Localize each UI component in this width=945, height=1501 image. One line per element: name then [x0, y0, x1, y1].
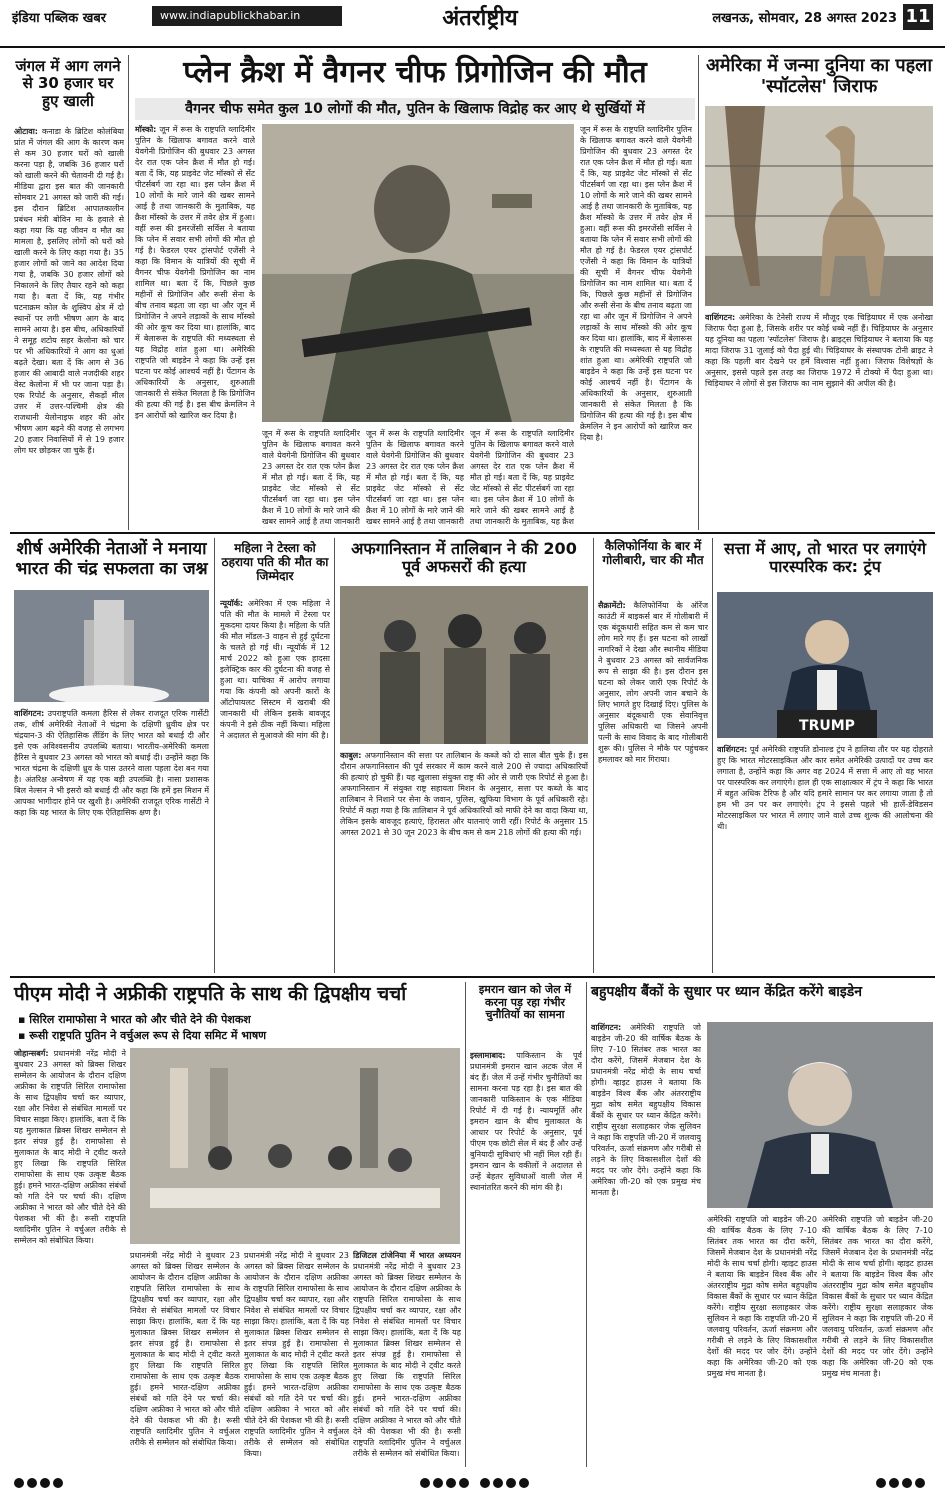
wagner-body-bottom-3	[470, 428, 574, 528]
svg-text:TRUMP: TRUMP	[799, 718, 855, 734]
paper-name: इंडिया पब्लिक खबर	[12, 11, 107, 26]
dot	[27, 1478, 37, 1488]
modi-text-cont-1: प्रधानमंत्री नरेंद्र मोदी ने बुधवार 23 अगस्त को ब्रिक्स शिखर सम्मेलन के आयोजन के दौरान दक्षिण अफ्रीका के राष्ट्रपति सिरिल रामाफोसा के साथ द्विपक्षीय चर्चा कर व्यापार, रक्षा और निवेश से संबंधित मामलों पर विचार साझा किए। हालांकि, बता दें कि यह मुलाकात ब्रिक्स शिखर सम्मेलन से इतर संपन्न हुई है। रामाफोसा से मुलाकात के बाद मोदी ने ट्वीट करते हुए लिखा कि राष्ट्रपति सिरिल रामाफोसा के साथ एक उत्कृष्ट बैठक हुई। हमने भारत-दक्षिण अफ्रीका संबंधों को गति देने पर चर्चा की। दक्षिण अफ्रीका ने भारत को और चीते देने की पेशकश भी की है। रूसी राष्ट्रपति व्लादिमीर पुतिन ने वर्चुअल तरीके से सम्मेलन को संबोधित किया।	[130, 1251, 240, 1447]
taliban-dateline: काबुल:	[340, 751, 362, 760]
modi-text-cont-3: प्रधानमंत्री नरेंद्र मोदी ने बुधवार 23 अगस्त को ब्रिक्स शिखर सम्मेलन के आयोजन के दौरान दक्षिण अफ्रीका के राष्ट्रपति सिरिल रामाफोसा के साथ द्विपक्षीय चर्चा कर व्यापार, रक्षा और निवेश से संबंधित मामलों पर विचार साझा किए। हालांकि, बता दें कि यह मुलाकात ब्रिक्स शिखर सम्मेलन से इतर संपन्न हुई है। रामाफोसा से मुलाकात के बाद मोदी ने ट्वीट करते हुए लिखा कि राष्ट्रपति सिरिल रामाफोसा के साथ एक उत्कृष्ट बैठक हुई। हमने भारत-दक्षिण अफ्रीका संबंधों को गति देने पर चर्चा की। दक्षिण अफ्रीका ने भारत को और चीते देने की पेशकश भी की है। रूसी राष्ट्रपति व्लादिमीर पुतिन ने वर्चुअल तरीके से सम्मेलन को संबोधित किया।	[353, 1262, 461, 1458]
wagner-text-bottom-3: जून में रूस के राष्ट्रपति व्लादिमीर पुतिन के खिलाफ बगावत करने वाले येवगेनी प्रिगोजिन की बुधवार 23 अगस्त देर रात एक प्लेन क्रैश में मौत हो गई। बता दें कि, यह प्राइवेट जेट मॉस्को से सेंट पीटर्सबर्ग जा रहा था। इस प्लेन क्रैश में 10 लोगों के मारे जाने की खबर सामने आई है तथा जानकारी के मुताबिक, यह क्रैश	[470, 429, 574, 526]
dot	[446, 1478, 456, 1488]
chandrayaan-photo	[14, 590, 209, 702]
biden-body-col3	[822, 1214, 933, 1462]
moon-body	[14, 708, 209, 972]
dot	[480, 1478, 490, 1488]
column-rule	[128, 55, 129, 530]
trump-text: पूर्व अमेरिकी राष्ट्रपति डोनाल्ड ट्रंप ने हालिया तौर पर यह दोहराते हुए कि भारत मोटरसाइकिल और कार समेत अमेरिकी उत्पादों पर उच्च कर लगाता है, उन्होंने कहा कि अगर वह 2024 में सत्ता में आए तो वह भारत पर पारस्परिक कर लगाएंगे। हाल ही एक साक्षात्कार में ट्रंप ने कहा कि भारत में बहुत अधिक टैरिफ है और यदि हमारे सामान पर कर लगाया जाता है तो हम भी उन पर कर लगाएंगे। ट्रंप ने इससे पहले भी हार्ले-डेविडसन मोटरसाइकिल पर भारत में लगाए जाने वाले उच्च शुल्क की आलोचना की थी।	[717, 745, 933, 831]
giraffe-headline: अमेरिका में जन्मा दुनिया का पहला 'स्पॉटलेस' जिराफ	[705, 55, 933, 97]
imran-headline: इमरान खान को जेल में करना पड़ रहा गंभीर चुनौतियों का सामना	[478, 983, 572, 1022]
modi-body-col3	[244, 1250, 349, 1462]
dot	[493, 1478, 503, 1488]
california-headline: कैलिफोर्निया के बार में गोलीबारी, चार की मौत	[602, 539, 704, 567]
tesla-headline: महिला ने टेस्ला को ठहराया पति की मौत का जिम्मेदार	[221, 541, 329, 583]
modi-photo-caption: डिजिटल टांजेनिया में भारत अध्ययन	[353, 1251, 461, 1260]
modi-dateline: जोहान्सबर्ग:	[14, 1049, 49, 1058]
forest-fire-headline: जंगल में आग लगने से 30 हजार घर हुए खाली	[15, 57, 121, 110]
website-link[interactable]: www.indiapublickhabar.in	[152, 6, 342, 26]
moon-text: उपराष्ट्रपति कमला हैरिस से लेकर राजदूत एरिक गार्सेटी तक, शीर्ष अमेरिकी नेताओं ने चंद्रमा के दक्षिणी ध्रुवीय क्षेत्र पर चंद्रयान-3 की ऐतिहासिक लैंडिंग के लिए भारत को बधाई दी और इसे एक अविश्वसनीय उपलब्धि बताया। भारतीय-अमेरिकी कमला हैरिस ने बुधवार 23 अगस्त को भारत को बधाई दी। उन्होंने कहा कि भारत चंद्रमा के दक्षिणी ध्रुव के पास उतरने वाला पहला देश बन गया है। अंतरिक्ष अन्वेषण में यह एक बड़ी उपलब्धि है। नासा प्रशासक बिल नेल्सन ने भी इसरो को बधाई दी और कहा कि हमें इस मिशन में आपका भागीदार होने पर खुशी है। अमेरिकी राजदूत एरिक गार्सेटी ने कहा कि यह भारत के लिए एक ऐतिहासिक क्षण है।	[14, 709, 209, 817]
biden-body-col1	[591, 1022, 701, 1462]
giraffe-body	[705, 312, 933, 528]
section-rule	[10, 976, 935, 978]
modi-bullets	[18, 1012, 468, 1044]
dot	[519, 1478, 529, 1488]
tesla-dateline: न्यूयॉर्क:	[220, 599, 244, 608]
column-rule	[214, 538, 215, 973]
wagner-text: जून में रूस के राष्ट्रपति व्लादिमीर पुतिन के खिलाफ बगावत करने वाले येवगेनी प्रिगोजिन की बुधवार 23 अगस्त देर रात एक प्लेन क्रैश में मौत हो गई। बता दें कि, यह प्राइवेट जेट मॉस्को से सेंट पीटर्सबर्ग जा रहा था। इस प्लेन क्रैश में 10 लोगों के मारे जाने की खबर सामने आई है तथा जानकारी के मुताबिक, यह क्रैश मॉस्को के उत्तर में तवेर क्षेत्र में हुआ। वहीं रूस की इमरजेंसी सर्विस ने बताया कि प्लेन में सवार सभी लोगों की मौत हो गई है। फेडरल एयर ट्रांसपोर्ट एजेंसी ने कहा कि विमान के यात्रियों की सूची में वैगनर चीफ येवगेनी प्रिगोजिन का नाम शामिल था। बता दें कि, पिछले कुछ महीनों से प्रिगोजिन और रूसी सेना के बीच तनाव बढ़ता जा रहा था और जून में प्रिगोजिन ने अपने लड़ाकों के साथ मॉस्को की ओर कूच कर दिया था। हालांकि, बाद में बेलारूस के राष्ट्रपति की मध्यस्थता से यह विद्रोह शांत हुआ था। अमेरिकी राष्ट्रपति जो बाइडेन ने कहा कि उन्हें इस घटना पर कोई आश्चर्य नहीं है। पेंटागन के अधिकारियों के अनुसार, शुरुआती जानकारी से संकेत मिलता है कि प्रिगोजिन की हत्या की गई है। इस बीच क्रेमलिन ने इन आरोपों को खारिज कर दिया है।	[135, 125, 255, 420]
wagner-body-col1	[135, 124, 255, 527]
modi-text: प्रधानमंत्री नरेंद्र मोदी ने बुधवार 23 अगस्त को ब्रिक्स शिखर सम्मेलन के आयोजन के दौरान दक्षिण अफ्रीका के राष्ट्रपति सिरिल रामाफोसा के साथ द्विपक्षीय चर्चा कर व्यापार, रक्षा और निवेश से संबंधित मामलों पर विचार साझा किए। हालांकि, बता दें कि यह मुलाकात ब्रिक्स शिखर सम्मेलन से इतर संपन्न हुई है। रामाफोसा से मुलाकात के बाद मोदी ने ट्वीट करते हुए लिखा कि राष्ट्रपति सिरिल रामाफोसा के साथ एक उत्कृष्ट बैठक हुई। हमने भारत-दक्षिण अफ्रीका संबंधों को गति देने पर चर्चा की। दक्षिण अफ्रीका ने भारत को और चीते देने की पेशकश भी की है। रूसी राष्ट्रपति व्लादिमीर पुतिन ने वर्चुअल तरीके से सम्मेलन को संबोधित किया।	[14, 1049, 126, 1245]
dot	[433, 1478, 443, 1488]
wagner-photo	[262, 124, 574, 422]
trump-photo	[717, 592, 933, 738]
column-rule	[586, 982, 587, 1467]
imran-dateline: इस्लामाबाद:	[470, 1051, 506, 1060]
footer-dots-right	[876, 1478, 925, 1488]
forest-fire-dateline: ओटावा:	[14, 127, 39, 136]
taliban-headline: अफगानिस्तान में तालिबान ने की 200 पूर्व अफसरों की हत्या	[351, 539, 577, 577]
wagner-body-bottom-1	[262, 428, 360, 528]
modi-text-cont-2: प्रधानमंत्री नरेंद्र मोदी ने बुधवार 23 अगस्त को ब्रिक्स शिखर सम्मेलन के आयोजन के दौरान दक्षिण अफ्रीका के राष्ट्रपति सिरिल रामाफोसा के साथ द्विपक्षीय चर्चा कर व्यापार, रक्षा और निवेश से संबंधित मामलों पर विचार साझा किए। हालांकि, बता दें कि यह मुलाकात ब्रिक्स शिखर सम्मेलन से इतर संपन्न हुई है। रामाफोसा से मुलाकात के बाद मोदी ने ट्वीट करते हुए लिखा कि राष्ट्रपति सिरिल रामाफोसा के साथ एक उत्कृष्ट बैठक हुई। हमने भारत-दक्षिण अफ्रीका संबंधों को गति देने पर चर्चा की। दक्षिण अफ्रीका ने भारत को और चीते देने की पेशकश भी की है। रूसी राष्ट्रपति व्लादिमीर पुतिन ने वर्चुअल तरीके से सम्मेलन को संबोधित किया।	[244, 1251, 349, 1458]
wagner-subheadline: वैगनर चीफ समेत कुल 10 लोगों की मौत, पुतिन के खिलाफ विद्रोह कर आए थे सुर्खियों में	[135, 98, 695, 120]
wagner-body-col3	[580, 124, 692, 527]
modi-body-col2	[130, 1250, 240, 1462]
giraffe-dateline: वाशिंगटन:	[705, 313, 736, 322]
imran-body	[470, 1050, 582, 1462]
trump-body	[717, 744, 933, 972]
modi-bullet-1: ▪ सिरिल रामाफोसा ने भारत को और चीते देने की पेशकश	[18, 1012, 468, 1028]
biden-text: अमेरिकी राष्ट्रपति जो बाइडेन जी-20 की वार्षिक बैठक के लिए 7-10 सितंबर तक भारत का दौरा करेंगे, जिसमें मेजबान देश के प्रधानमंत्री नरेंद्र मोदी के साथ चर्चा होगी। व्हाइट हाउस ने बताया कि बाइडेन विश्व बैंक और अंतरराष्ट्रीय मुद्रा कोष समेत बहुपक्षीय विकास बैंकों के सुधार पर ध्यान केंद्रित करेंगे। राष्ट्रीय सुरक्षा सलाहकार जेक सुलिवन ने कहा कि राष्ट्रपति जी-20 में जलवायु परिवर्तन, ऊर्जा संक्रमण और गरीबी से लड़ने के लिए विकासशील देशों की मदद पर जोर देंगे। उन्होंने कहा कि अमेरिका जी-20 को एक प्रमुख मंच मानता है।	[591, 1023, 701, 1197]
dot	[40, 1478, 50, 1488]
footer-dots-center-right	[480, 1478, 529, 1488]
forest-fire-body	[14, 126, 124, 606]
issue-date: लखनऊ, सोमवार, 28 अगस्त 2023	[712, 11, 897, 26]
moon-headline: शीर्ष अमेरिकी नेताओं ने मनाया भारत की चंद्र सफलता का जश्न	[15, 539, 208, 579]
modi-meeting-photo	[130, 1048, 460, 1244]
imran-text: पाकिस्तान के पूर्व प्रधानमंत्री इमरान खान अटक जेल में बंद हैं। जेल में उन्हें गंभीर चुनौतियों का सामना करना पड़ रहा है। इस बात की जानकारी पाकिस्तान के एक मीडिया रिपोर्ट में दी गई है। न्यायमूर्ति और इमरान खान के बीच मुलाकात के आधार पर रिपोर्ट के अनुसार, पूर्व पीएम एक छोटी सेल में बंद हैं और उन्हें बुनियादी सुविधाएं भी नहीं मिल रही हैं। इमरान खान के वकीलों ने अदालत से उन्हें बेहतर सुविधाओं वाली जेल में स्थानांतरित करने की मांग की है।	[470, 1051, 582, 1192]
taliban-photo	[340, 586, 588, 744]
modi-bullet-2: ▪ रूसी राष्ट्रपति पुतिन ने वर्चुअल रूप से दिया समिट में भाषण	[18, 1028, 468, 1044]
biden-headline: बहुपक्षीय बैंकों के सुधार पर ध्यान केंद्रित करेंगे बाइडेन	[591, 984, 863, 1000]
modi-headline: पीएम मोदी ने अफ्रीकी राष्ट्रपति के साथ की द्विपक्षीय चर्चा	[14, 983, 407, 1005]
moon-dateline: वाशिंगटन:	[14, 709, 45, 718]
biden-photo	[707, 1022, 933, 1208]
wagner-body-bottom-2	[366, 428, 464, 528]
trump-dateline: वाशिंगटन:	[717, 745, 748, 754]
wagner-dateline: मॉस्को:	[135, 125, 157, 134]
footer-dots-center-left	[420, 1478, 469, 1488]
giraffe-photo	[705, 106, 933, 306]
dot	[53, 1478, 63, 1488]
section-title: अंतर्राष्ट्रीय	[442, 5, 518, 31]
california-body	[598, 600, 708, 972]
forest-fire-text: कनाडा के ब्रिटिश कोलंबिया प्रांत में जंगल की आग के कारण कम से कम 30 हजार घरों को खाली करना पड़ा है, जबकि 36 हजार घरों को खाली करने की चेतावनी दी गई है। मीडिया द्वारा इस बात की जानकारी सोमवार 21 अगस्त को जारी की गई। इस दौरान ब्रिटिश आपातकालीन प्रबंधन मंत्री बोविन मा के हवाले से कहा गया कि यह जीवन व मौत का मामला है, इसलिए लोगों को घरों को खाली करने के लिए कहा गया है। 35 हजार लोगों को जाने का आदेश दिया गया है, जबकि 30 हजार लोगों को निकालने के लिए तैयार रहने को कहा गया है। बता दें कि, यह गंभीर घटनाक्रम कोल के शुस्विप क्षेत्र में दो स्थानों पर लगी भीषण आग के बाद सामने आया है। इस बीच, अधिकारियों ने समूह शटोय सहर केलोना को चार पर भी अधिकारियों ने आग का धुआं बढ़ते देखा। बता दें कि आग से 36 हजार की आबादी वाले नजदीकी शहर वेस्ट केलोना में भी पर जाना पड़ा है। एक रिपोर्ट के अनुसार, सैकड़ों मील उत्तर में उत्तर-पश्चिमी क्षेत्र की राजधानी येलोनाइफ शहर की ओर भीषण आग बढ़ने की वजह से लगभग 20 हजार निवासियों में से 19 हजार लोग घर छोड़कर जा चुके हैं।	[14, 127, 124, 455]
california-dateline: सैक्रामेंटो:	[598, 601, 626, 610]
page-header	[0, 0, 945, 48]
dot	[876, 1478, 886, 1488]
section-rule	[10, 532, 935, 534]
wagner-text-bottom-1: जून में रूस के राष्ट्रपति व्लादिमीर पुतिन के खिलाफ बगावत करने वाले येवगेनी प्रिगोजिन की बुधवार 23 अगस्त देर रात एक प्लेन क्रैश में मौत हो गई। बता दें कि, यह प्राइवेट जेट मॉस्को से सेंट पीटर्सबर्ग जा रहा था। इस प्लेन क्रैश में 10 लोगों के मारे जाने की खबर सामने आई है तथा जानकारी	[262, 429, 360, 526]
dot	[420, 1478, 430, 1488]
column-rule	[334, 538, 335, 973]
biden-body-col2	[707, 1214, 817, 1462]
wagner-text-cont: जून में रूस के राष्ट्रपति व्लादिमीर पुतिन के खिलाफ बगावत करने वाले येवगेनी प्रिगोजिन की बुधवार 23 अगस्त देर रात एक प्लेन क्रैश में मौत हो गई। बता दें कि, यह प्राइवेट जेट मॉस्को से सेंट पीटर्सबर्ग जा रहा था। इस प्लेन क्रैश में 10 लोगों के मारे जाने की खबर सामने आई है तथा जानकारी के मुताबिक, यह क्रैश मॉस्को के उत्तर में तवेर क्षेत्र में हुआ। वहीं रूस की इमरजेंसी सर्विस ने बताया कि प्लेन में सवार सभी लोगों की मौत हो गई है। फेडरल एयर ट्रांसपोर्ट एजेंसी ने कहा कि विमान के यात्रियों की सूची में वैगनर चीफ येवगेनी प्रिगोजिन का नाम शामिल था। बता दें कि, पिछले कुछ महीनों से प्रिगोजिन और रूसी सेना के बीच तनाव बढ़ता जा रहा था और जून में प्रिगोजिन ने अपने लड़ाकों के साथ मॉस्को की ओर कूच कर दिया था। हालांकि, बाद में बेलारूस के राष्ट्रपति की मध्यस्थता से यह विद्रोह शांत हुआ था। अमेरिकी राष्ट्रपति जो बाइडेन ने कहा कि उन्हें इस घटना पर कोई आश्चर्य नहीं है। पेंटागन के अधिकारियों के अनुसार, शुरुआती जानकारी से संकेत मिलता है कि प्रिगोजिन की हत्या की गई है। इस बीच क्रेमलिन ने इन आरोपों को खारिज कर दिया है।	[580, 125, 692, 442]
column-rule	[593, 538, 594, 973]
column-rule	[465, 982, 466, 1467]
page-number: 11	[903, 4, 933, 30]
dot	[915, 1478, 925, 1488]
wagner-text-bottom-2: जून में रूस के राष्ट्रपति व्लादिमीर पुतिन के खिलाफ बगावत करने वाले येवगेनी प्रिगोजिन की बुधवार 23 अगस्त देर रात एक प्लेन क्रैश में मौत हो गई। बता दें कि, यह प्राइवेट जेट मॉस्को से सेंट पीटर्सबर्ग जा रहा था। इस प्लेन क्रैश में 10 लोगों के मारे जाने की खबर सामने आई है तथा जानकारी	[366, 429, 464, 526]
column-rule	[712, 538, 713, 973]
dot	[889, 1478, 899, 1488]
taliban-body	[340, 750, 588, 972]
biden-text-cont-1: अमेरिकी राष्ट्रपति जो बाइडेन जी-20 की वार्षिक बैठक के लिए 7-10 सितंबर तक भारत का दौरा करेंगे, जिसमें मेजबान देश के प्रधानमंत्री नरेंद्र मोदी के साथ चर्चा होगी। व्हाइट हाउस ने बताया कि बाइडेन विश्व बैंक और अंतरराष्ट्रीय मुद्रा कोष समेत बहुपक्षीय विकास बैंकों के सुधार पर ध्यान केंद्रित करेंगे। राष्ट्रीय सुरक्षा सलाहकार जेक सुलिवन ने कहा कि राष्ट्रपति जी-20 में जलवायु परिवर्तन, ऊर्जा संक्रमण और गरीबी से लड़ने के लिए विकासशील देशों की मदद पर जोर देंगे। उन्होंने कहा कि अमेरिका जी-20 को एक प्रमुख मंच मानता है।	[707, 1215, 817, 1378]
california-text: कैलिफोर्निया के ऑरेंज काउंटी में बाइकर्स बार में गोलीबारी में एक बंदूकधारी सहित कम से कम चार लोग मारे गए हैं। इस घटना को लाखों नागरिकों ने देखा और स्थानीय मीडिया ने बुधवार 23 अगस्त को सार्वजनिक रूप से साझा की है। इस दौरान इस घटना को लेकर जारी एक रिपोर्ट के अनुसार, लोग अपनी जान बचाने के लिए भागते हुए दिखाई दिए। पुलिस के अनुसार बंदूकधारी एक सेवानिवृत्त पुलिस अधिकारी था जिसने अपनी पत्नी के साथ विवाद के बाद गोलीबारी शुरू की। पुलिस ने मौके पर पहुंचकर हमलावर को मार गिराया।	[598, 601, 708, 764]
column-rule	[698, 55, 699, 530]
wagner-headline: प्लेन क्रैश में वैगनर चीफ प्रिगोजिन की मौत	[183, 55, 647, 90]
biden-dateline: वाशिंगटन:	[591, 1023, 622, 1032]
footer-dots-left	[14, 1478, 63, 1488]
giraffe-text: अमेरिका के टेनेसी राज्य में मौजूद एक चिड़ियाघर में एक अनोखा जिराफ पैदा हुआ है, जिसके शरीर पर कोई धब्बे नहीं हैं। चिड़ियाघर के अनुसार यह दुनिया का पहला 'स्पॉटलेस' जिराफ है। ब्राइट्स चिड़ियाघर ने बताया कि यह मादा जिराफ 31 जुलाई को पैदा हुई थी। चिड़ियाघर के संस्थापक टोनी ब्राइट ने कहा कि पहली बार देखने पर हमें विश्वास नहीं हुआ। जिराफ विशेषज्ञों के अनुसार, इससे पहले इस तरह का जिराफ 1972 में टोक्यो में पैदा हुआ था। चिड़ियाघर ने लोगों से इस जिराफ का नाम सुझाने की अपील की है।	[705, 313, 933, 388]
tesla-text: अमेरिका में एक महिला ने पति की मौत के मामले में टेस्ला पर मुकदमा दायर किया है। महिला के पति की मौत मॉडल-3 वाहन से हुई दुर्घटना के चलते हो गई थी। न्यूयॉर्क में 12 मार्च 2022 को हुआ एक हादसा इलेक्ट्रिक कार की दुर्घटना की वजह से हुआ था। याचिका में आरोप लगाया गया कि कंपनी को अपनी कारों के ऑटोपायलट सिस्टम में खराबी की जानकारी थी लेकिन इसके बावजूद कंपनी ने इसे ठीक नहीं किया। महिला ने अदालत से मुआवजे की मांग की है।	[220, 599, 330, 740]
taliban-text: अफगानिस्तान की सत्ता पर तालिबान के कब्जे को दो साल बीत चुके हैं। इस दौरान अफगानिस्तान की पूर्व सरकार में काम करने वाले 200 से ज्यादा अधिकारियों की हत्याएं हो चुकी हैं। यह खुलासा संयुक्त राष्ट्र की ओर से जारी एक रिपोर्ट से हुआ है। अफगानिस्तान में संयुक्त राष्ट्र सहायता मिशन के अनुसार, सत्ता पर कब्जे के बाद तालिबान ने निशाने पर सेना के जवान, पुलिस, खुफिया विभाग के पूर्व अधिकारी रहे। रिपोर्ट में कहा गया है कि तालिबान ने पूर्व अधिकारियों को माफी देने का वादा किया था, लेकिन इसके बावजूद हत्याएं, हिरासत और यातनाएं जारी रहीं। रिपोर्ट के अनुसार 15 अगस्त 2021 से 30 जून 2023 के बीच कम से कम 218 लोगों की हत्या की गई।	[340, 751, 588, 837]
modi-body-col1	[14, 1048, 126, 1462]
tesla-body	[220, 598, 330, 972]
modi-body-col4	[353, 1250, 461, 1462]
biden-text-cont-2: अमेरिकी राष्ट्रपति जो बाइडेन जी-20 की वार्षिक बैठक के लिए 7-10 सितंबर तक भारत का दौरा करेंगे, जिसमें मेजबान देश के प्रधानमंत्री नरेंद्र मोदी के साथ चर्चा होगी। व्हाइट हाउस ने बताया कि बाइडेन विश्व बैंक और अंतरराष्ट्रीय मुद्रा कोष समेत बहुपक्षीय विकास बैंकों के सुधार पर ध्यान केंद्रित करेंगे। राष्ट्रीय सुरक्षा सलाहकार जेक सुलिवन ने कहा कि राष्ट्रपति जी-20 में जलवायु परिवर्तन, ऊर्जा संक्रमण और गरीबी से लड़ने के लिए विकासशील देशों की मदद पर जोर देंगे। उन्होंने कहा कि अमेरिका जी-20 को एक प्रमुख मंच मानता है।	[822, 1215, 933, 1378]
dot	[902, 1478, 912, 1488]
dot	[506, 1478, 516, 1488]
trump-headline: सत्ता में आए, तो भारत पर लगाएंगे पारस्परिक कर: ट्रंप	[723, 539, 927, 577]
dot	[14, 1478, 24, 1488]
dot	[459, 1478, 469, 1488]
